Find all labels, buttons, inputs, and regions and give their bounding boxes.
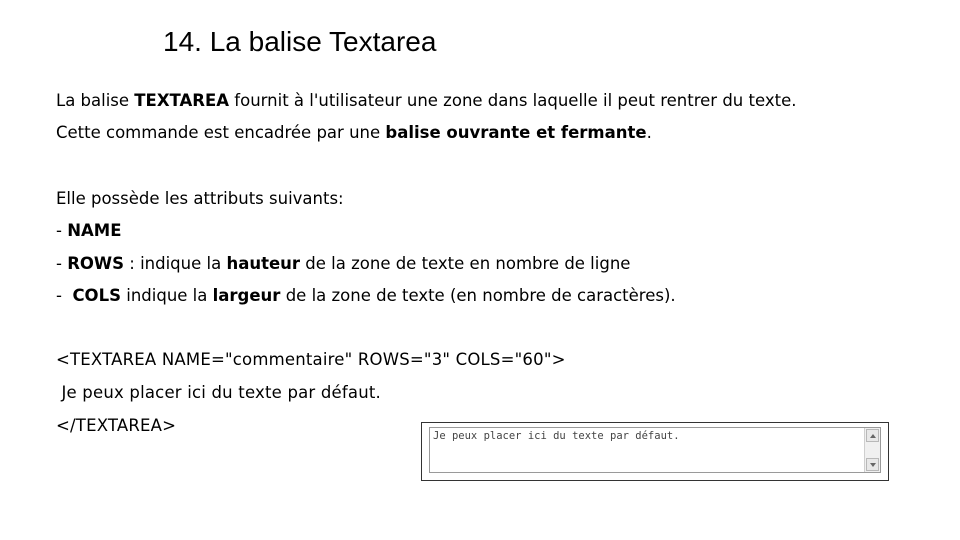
scroll-up-button[interactable] [866, 429, 879, 442]
opening-closing-tag-emphasis: balise ouvrante et fermante [385, 123, 647, 142]
textarea-preview-field[interactable] [429, 427, 881, 473]
scroll-down-arrow-icon [870, 463, 876, 467]
code-open-tag: <TEXTAREA NAME="commentaire" ROWS="3" COLS="60"> [56, 350, 566, 369]
attribute-rows-emphasis: hauteur [226, 254, 301, 273]
intro-line-2 [56, 122, 652, 144]
attribute-rows-dash: - [56, 254, 68, 273]
scroll-up-arrow-icon [870, 434, 876, 438]
attribute-rows-text-start: : indique la [124, 254, 227, 273]
attribute-cols-item [56, 285, 676, 307]
textarea-preview-frame [421, 422, 889, 481]
attribute-cols-emphasis: largeur [212, 286, 281, 305]
textarea-preview-value[interactable]: Je peux placer ici du texte par défaut. [433, 430, 680, 442]
slide-title: 14. La balise Textarea [163, 26, 437, 57]
attribute-cols-text-start: indique la [121, 286, 213, 305]
attribute-cols-dash: - [56, 286, 73, 305]
attribute-rows-item [56, 253, 630, 275]
textarea-scrollbar[interactable] [864, 428, 880, 472]
attribute-rows-label: ROWS [67, 254, 125, 273]
intro-line-1-start: La balise [56, 91, 135, 110]
textarea-keyword: TEXTAREA [134, 91, 230, 110]
attribute-name-label: NAME [67, 221, 122, 240]
code-close-tag: </TEXTAREA> [56, 416, 177, 435]
attributes-heading: Elle possède les attributs suivants: [56, 189, 344, 208]
attribute-cols-label: COLS [72, 286, 121, 305]
scroll-down-button[interactable] [866, 458, 879, 471]
attribute-name-item [56, 220, 121, 242]
intro-line-2-end: . [646, 123, 652, 142]
attribute-name-dash: - [56, 221, 68, 240]
attribute-cols-text-end: de la zone de texte (en nombre de caractères). [280, 286, 676, 305]
intro-line-1-end: fournit à l'utilisateur une zone dans laquelle il peut rentrer du texte. [229, 91, 797, 110]
intro-line-1 [56, 90, 796, 112]
attribute-rows-text-end: de la zone de texte en nombre de ligne [300, 254, 631, 273]
intro-line-2-start: Cette commande est encadrée par une [56, 123, 386, 142]
code-default-content: Je peux placer ici du texte par défaut. [56, 383, 381, 402]
